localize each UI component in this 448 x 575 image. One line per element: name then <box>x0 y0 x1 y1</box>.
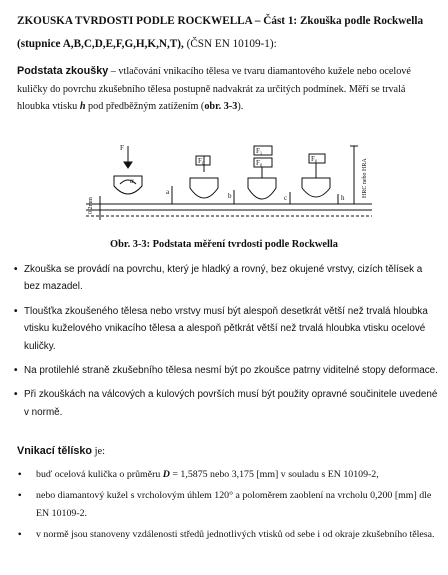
figure-label-F0b: F₀ <box>256 159 263 167</box>
bullet-icon: • <box>14 365 18 377</box>
indenter-list <box>14 466 440 548</box>
indenter-D-symbol: D <box>162 469 170 480</box>
figure-label-0-2mm: 0.2mm <box>88 197 94 214</box>
intro-text-2: pod předběžným zatížením ( <box>85 101 205 112</box>
bullet-icon: • <box>14 264 18 275</box>
bullet-icon: • <box>14 305 18 317</box>
indenter-heading-suffix: je: <box>92 446 105 457</box>
bullet-icon: • <box>18 469 22 480</box>
title-bold: ZKOUSKA TVRDOSTI PODLE ROCKWELLA – Část 1: Zkouška podle Rockwella (stupnice A,B,C,D,E,F,G,H,K,N,T), <box>17 15 424 50</box>
indenter-item-text: nebo diamantový kužel s vrcholovým úhlem 120° a poloměrem zaoblení na vrcholu 0,200 [mm] dle EN 10109-2. <box>36 490 432 519</box>
section-title <box>17 10 437 56</box>
requirement-text: Tloušťka zkoušeného tělesa nebo vrstvy musí být alespoň desetkrát větší než trvalá hloubka vtisku kuželového vnikacího tělesa a alespoň pětkrát větší než trvalá hloubka vtisku ocelové kuličky. <box>24 305 428 352</box>
figure-label-F0c: F₀ <box>311 155 318 163</box>
figure-label-c: c <box>284 194 288 202</box>
intro-h-symbol: h <box>79 101 86 112</box>
indenter-item-text: v normě jsou stanoveny vzdálenosti středů jednotlivých vtisků od sebe i od okraje zkušebního tělesa. <box>36 529 435 541</box>
indenter-item-text: buď ocelová kulička o průměru <box>36 469 163 480</box>
requirement-text: Na protilehlé straně zkušebního tělesa nesmí být po zkoušce patrny viditelné stopy deformace. <box>24 365 438 377</box>
list-item <box>14 303 440 355</box>
figure-label-b: b <box>228 192 232 200</box>
bullet-icon: • <box>14 389 18 401</box>
indenter-heading <box>17 445 105 457</box>
figure-label-h: h <box>341 194 345 202</box>
intro-lead: Podstata zkoušky <box>17 65 109 77</box>
list-item <box>14 386 440 421</box>
list-item <box>14 261 440 296</box>
list-item <box>14 466 440 483</box>
intro-text-1: – vtlačování vnikacího tělesa ve tvaru diamantového kužele nebo ocelové kuličky do povrchu zkušebního tělesa postupně nadvakrát za určitých podmínek. Měří se trvalá hloubka vtisku <box>17 66 411 112</box>
indenter-heading-bold: Vnikací tělísko <box>17 445 93 457</box>
requirement-text: Při zkouškách na válcových a kulových površích musí být použity opravné součinitele uvedené v normě. <box>24 389 438 418</box>
intro-figure-ref: obr. 3-3 <box>204 101 238 112</box>
intro-text-3: ). <box>237 101 244 112</box>
figure-label-F0: F₀ <box>198 157 205 165</box>
figure-label-alpha: α <box>130 177 134 185</box>
figure-label-a: a <box>166 188 170 196</box>
bullet-icon: • <box>18 490 22 502</box>
figure-caption: Obr. 3-3: Podstata měření tvrdosti podle Rockwella <box>110 239 338 250</box>
bullet-icon: • <box>18 529 22 541</box>
requirements-list <box>14 261 440 428</box>
figure-label-hrc: HRC nebo HRA <box>362 158 368 198</box>
list-item <box>14 362 440 379</box>
figure-label-F: F <box>120 144 124 152</box>
list-item <box>14 526 440 543</box>
title-norm-ref: (ČSN EN 10109-1): <box>183 38 277 50</box>
indenter-item-text: = 1,5875 nebo 3,175 [mm] v souladu s EN 10109-2, <box>169 469 379 480</box>
intro-paragraph <box>17 63 435 116</box>
list-item <box>14 487 440 522</box>
requirement-text: Zkouška se provádí na povrchu, který je hladký a rovný, bez okujené vrstvy, cizích tělísek a bez mazadel. <box>24 264 423 293</box>
rockwell-principle-figure <box>84 138 374 230</box>
figure-label-F1: F₁ <box>256 147 263 155</box>
